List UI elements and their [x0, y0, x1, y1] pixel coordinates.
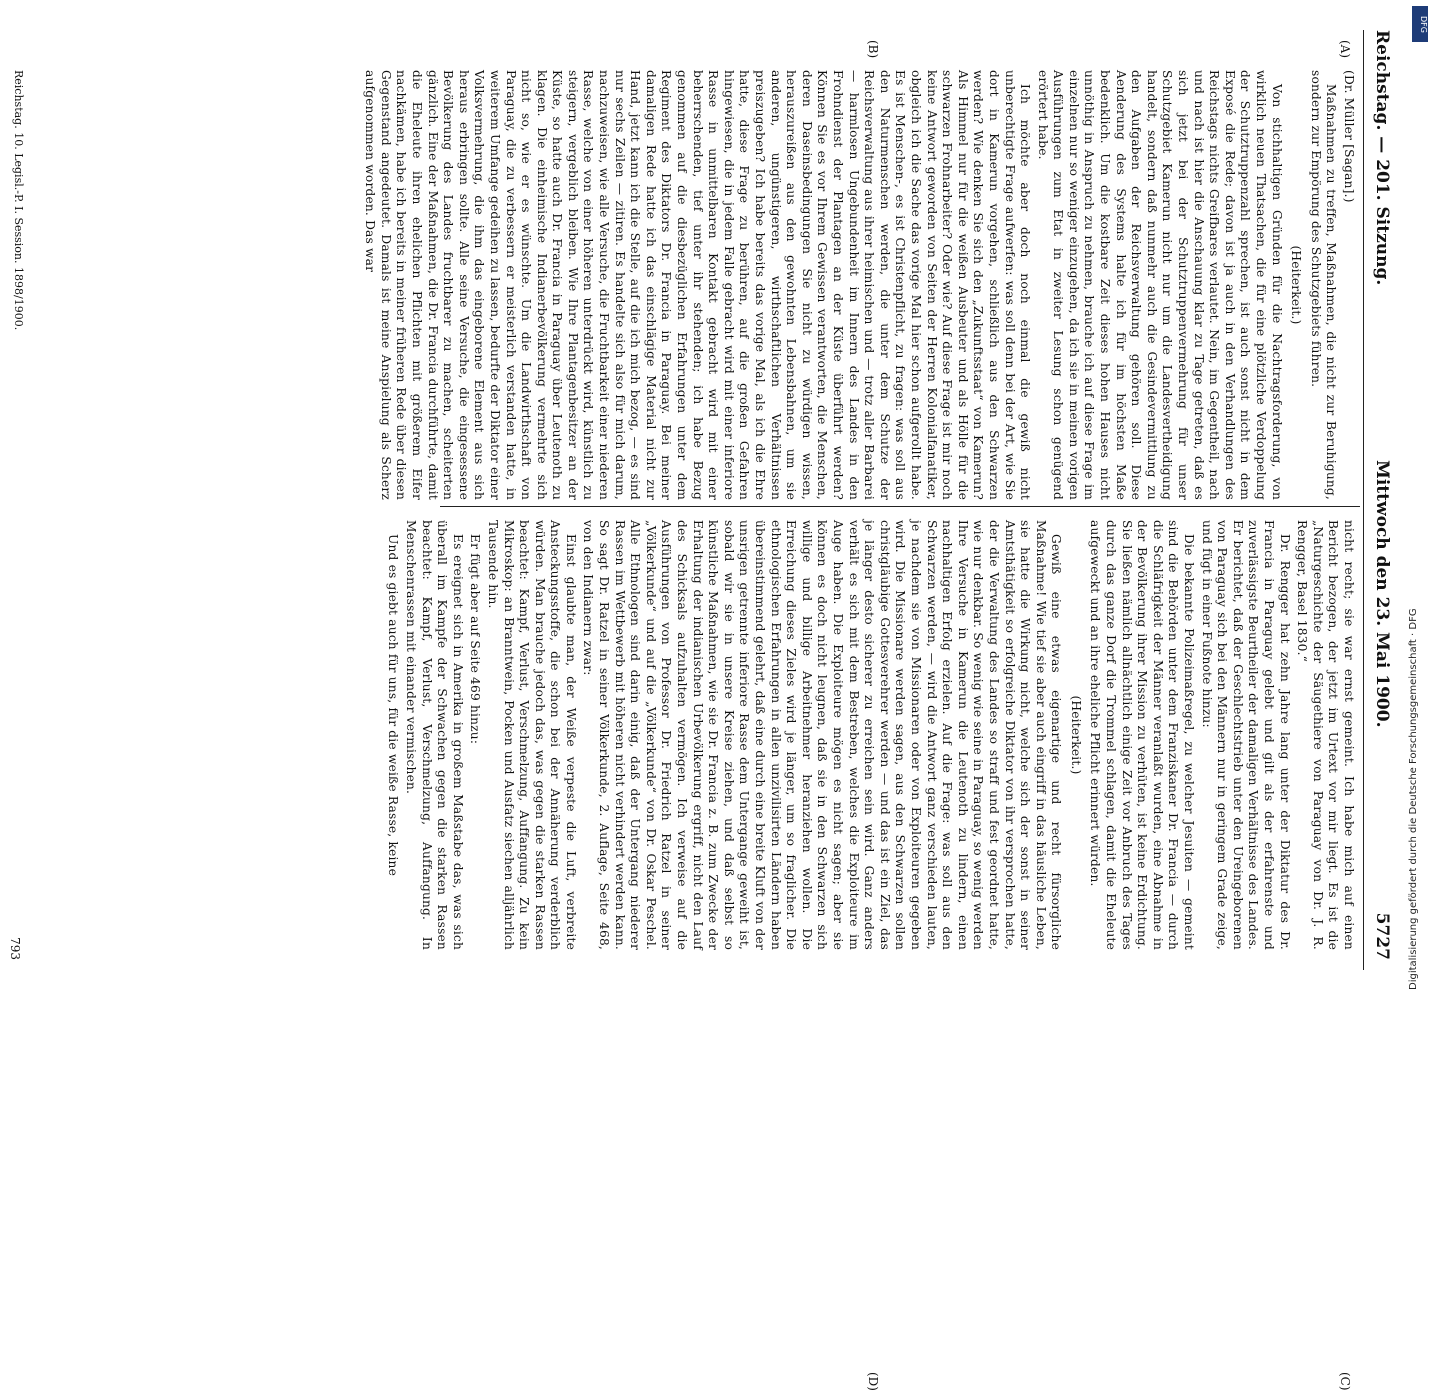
margin-marker-b: (B) — [866, 40, 880, 59]
paragraph: Und es giebt auch für uns, für die weiße Rasse, keine — [386, 534, 401, 877]
page-header — [1362, 30, 1392, 970]
column-divider — [440, 506, 1360, 507]
laughter-note: (Heiterkeit.) — [1289, 245, 1304, 325]
speaker-label: (Dr. Müller [Sagan].) — [1342, 70, 1356, 203]
margin-marker-a: (A) — [1338, 40, 1352, 59]
paragraph: Dr. Rengger hat zehn Jahre lang unter der Diktatur des Dr. Francia in Paraguay gelebt und gilt als der erfahrenste und zuverlässigste Beurtheiler der damaligen Verhältnisse des Landes. Er berichtet, daß der Geschlechtstrieb unter den Ureingeborenen von Paraguay sich bei den Männern nur in geringem Grade zeige, und fügt in einer Fußnote hinzu: — [1199, 520, 1292, 950]
column-right — [383, 520, 1356, 950]
paragraph: Ich möchte aber doch noch einmal die gewiß nicht unberechtigte Frage aufwerfen: was soll denn bei der Art, wie Sie dort in Kamerun vorgehen, schließlich aus den Schwarzen werden? Wie denken Sie sich den „Zukunftsstaat“ von Kamerun? Als Himmel nur für die weißen Ausbeuter und als Hölle für die schwarzen Frohnarbeiter? Oder wie? Auf diese Frage ist mir noch keine Antwort geworden von Seiten der Herren Kolonialfanatiker, obgleich ich die Sache das vorige Mal hier schon aufgerollt habe. Es ist Menschen-, es ist Christenpflicht, zu fragen: was soll aus den Naturmenschen werden, die unter dem Schutze der Reichsverwaltung aus ihrer heimischen und — trotz aller Barbarei — harmlosen Ungebundenheit im Innern des Landes in den Frohndienst der Plantagen an der Küste überführt werden? Können Sie es vor Ihrem Gewissen verantworten, die Menschen, deren Daseinsbedingungen Sie nicht zu würdigen wissen, herauszureißen aus den gewohnten Lebensbahnen, um sie anderen, ungünstigeren, wirthschaftlichen Verhältnissen preiszugeben? Ich habe bereits das vorige Mal, als ich die Ehre hatte, diese Frage zu berühren, auf die großen Gefahren hingewiesen, die in jedem Falle gebracht wird mit einer inferiore Rasse in unmittelbaren Kontakt gebracht wird mit einer beherrschenden, tief unter ihr stehenden; ich habe Bezug genommen auf die diesbezüglichen Erfahrungen unter dem Regiment des Diktators Dr. Francia in Paraguay. Bei meiner damaligen Rede hatte ich das einschlägige Material nicht zur Hand, jetzt kann ich die Stelle, auf die ich mich bezog, — es sind nur sechs Zeilen — zitiren. Es handelte sich also für mich darum, nachzuweisen, wie alle Versuche, die Fruchtbarkeit einer niederen Rasse, welche von einer höheren unterdrückt wird, künstlich zu steigern, vergeblich bleiben. Wie Ihre Plantagenbesitzer an der Küste, so hatte auch Dr. Francia in Paraguay über Leutenoth zu klagen. Die einheimische Indianerbevölkerung vermehrte sich nicht so, wie er es wünschte. Um die Landwirthschaft von Paraguay, die zu verbessern er meisterlich verstanden hatte, in weiterem Umfange gedeihen zu lassen, bedurfte der Diktator einer Volksvermehrung, die ihm das eingeborene Element aus sich heraus erbringen sollte. Alle seine Versuche, die eingesessene Bevölkerung des Landes fruchtbarer zu machen, scheiterten gänzlich. Eine der Maßnahmen, die Dr. Francia durchführte, damit die Eheleute ihren ehelichen Pflichten mit größerem Eifer nachkämen, habe ich bereits in meiner früheren Rede über diesen Gegenstand angedeutet. Damals ist meine Anspielung als Scherz aufgenommen worden. Das war — [363, 70, 1033, 500]
paragraph: nicht recht; sie war ernst gemeint. Ich habe mich auf einen Bericht bezogen, der jetzt im Urtext vor mir liegt. Es ist die „Naturgeschichte der Säugethiere von Paraguay von Dr. J. R. Rengger, Basel 1830.“ — [1295, 520, 1356, 950]
header-rule — [1363, 30, 1364, 970]
column-left — [360, 70, 1356, 500]
margin-marker-c: (C) — [1338, 1372, 1352, 1391]
digitization-text: Digitalisierung gefördert durch die Deutsche Forschungsgemeinschaft · DFG — [1408, 608, 1419, 990]
dfg-logo-badge: DFG — [1412, 6, 1428, 42]
quotation: Die bekannte Polizeimaßregel, zu welcher Jesuiten — gemeint sind die Behörden unter dem Franziskaner Dr. Francia — durch die Schläfrigkeit der Männer veranlaßt wurden, eine Abnahme in der Bevölkerung ihrer Mission zu verhüten, ist keine Erdichtung. Sie ließen nämlich allnächtlich einige Zeit vor Anbruch des Tages durch das ganze Dorf die Trommel schlagen, damit die Eheleute aufgeweckt und an ihre eheliche Pflicht erinnert würden. — [1088, 520, 1197, 950]
header-middle: Mittwoch den 23. Mai 1900. — [1372, 460, 1392, 728]
laughter-note: (Heiterkeit.) — [1068, 695, 1083, 775]
signature-number: 793 — [8, 937, 22, 960]
quotation: Es ereignet sich in Amerika in großem Maßstabe das, was sich überall im Kampfe der Schwachen gegen die starken Rassen beachtet: Kampf, Verlust, Verschmelzung, Auffangung. In Menschenrassen mit einander vermischen. — [403, 520, 465, 950]
header-page-number: 5727 — [1372, 912, 1392, 960]
paragraph: Maßnahmen zu treffen, Maßnahmen, die nicht zur Beruhigung, sondern zur Empörung des Schutzgebiets führen. — [1308, 70, 1339, 500]
footnote: Reichstag. 10. Legisl.-P. I. Session. 1898/1900. — [12, 70, 25, 331]
quotation: Einst glaubte man, der Weiße verpeste die Luft, verbreite Ansteckungsstoffe, die schon bei der Annäherung verderblich würden. Man brauche jedoch das, was gegen die starken Rassen beachtet: Kampf, Verlust, Verschmelzung, Auffangung. Zu kein Mikroskop: an Branntwein, Pocken und Ausfatz siechen alljährlich Tausende hin. — [485, 520, 578, 950]
margin-marker-d: (D) — [866, 1372, 880, 1391]
paragraph: Von stichhaltigen Gründen für die Nachtragsforderung, von wirklich neuen Thatsachen, die für eine plötzliche Verdoppelung der Schutztruppenzahl sprechen, ist auch sonst nicht in dem Exposé die Rede; davon ist ja auch in den Verhandlungen des Reichstags nichts Greifbares verlautet. Nein, im Gegentheil, nach und nach ist hier die Anschauung klar zu Tage getreten, daß es sich jetzt bei der Schutztruppenvermehrung für unser Schutzgebiet Kamerun nicht nur um die Landesvertheidigung handelt, sondern daß nunmehr auch die Gesindevermittlung zu den Aufgaben der Reichsverwaltung gehören soll. Diese Aenderung des Systems halte ich für im höchsten Maße bedenklich. Um die kostbare Zeit dieses hohen Hauses nicht unnöthig in Anspruch zu nehmen, brauche ich auf diese Frage im einzelnen nur so weniger einzugehen, da ich sie in meinen vorigen Ausführungen zum Etat in zweiter Lesung schon genügend erörtert habe. — [1035, 70, 1284, 500]
header-left: Reichstag. — 201. Sitzung. — [1372, 30, 1392, 286]
paragraph: Er fügt aber auf Seite 469 hinzu: — [468, 534, 483, 745]
paragraph: Gewiß eine etwas eigenartige und recht fürsorgliche Maßnahme! Wie tief sie aber auch eingriff in das häusliche Leben, sie hatte die Wirkung nicht, welche sich der sonst in seiner Amtsthätigkeit so erfolgreiche Diktator von ihr versprochen hatte, der die Verwaltung des Landes so straff und fest geordnet hatte, wie nur denkbar. So wenig wie seine in Paraguay, so wenig werden Ihre Versuche in Kamerun die Leutenoth zu lindern, einen nachhaltigen Erfolg erzielen. Auf die Frage: was soll aus den Schwarzen werden, — wird die Antwort ganz verschieden lauten, je nachdem sie von Missionaren oder von Exploiteuren gegeben wird. Die Missionare werden sagen, aus den Schwarzen sollen christgläubige Gottesverehrer werden — und das ist ein Ziel, das je länger desto sicherer zu erreichen sein wird. Ganz anders verhält es sich mit dem Bestreben, welches die Exploiteure im Auge haben. Die Exploiteure mögen es nicht sagen; aber sie können es doch nicht leugnen, daß sie in den Schwarzen sich willige und billige Arbeitnehmer heranziehen wollen. Die Erreichung dieses Zieles wird je länger, um so fraglicher. Die ethnologischen Erfahrungen in allen unzivilisirten Ländern haben übereinstimmend gelehrt, daß eine durch eine breite Kluft von der unsrigen getrennte inferiore Rasse dem Untergange geweiht ist, sobald wir sie in unsere Kreise ziehen, und daß selbst so künstliche Maßnahmen, wie sie Dr. Francia z. B. zum Zwecke der Erhaltung der indianischen Urbevölkerung ergriff, nicht den Lauf des Schicksals aufzuhalten vermögen. Ich verweise auf die Ausführungen von Professor Dr. Friedrich Ratzel in seiner „Völkerkunde“ und auf die „Völkerkunde“ von Dr. Oskar Peschel. Alle Ethnologen sind darin einig, daß der Untergang niederer Rassen im Wettbewerb mit höheren nicht verhindert werden kann. So sagt Dr. Ratzel in seiner Völkerkunde, 2. Auflage, Seite 468, von den Indianern zwar: — [581, 520, 1064, 950]
digitization-note — [1408, 10, 1430, 990]
